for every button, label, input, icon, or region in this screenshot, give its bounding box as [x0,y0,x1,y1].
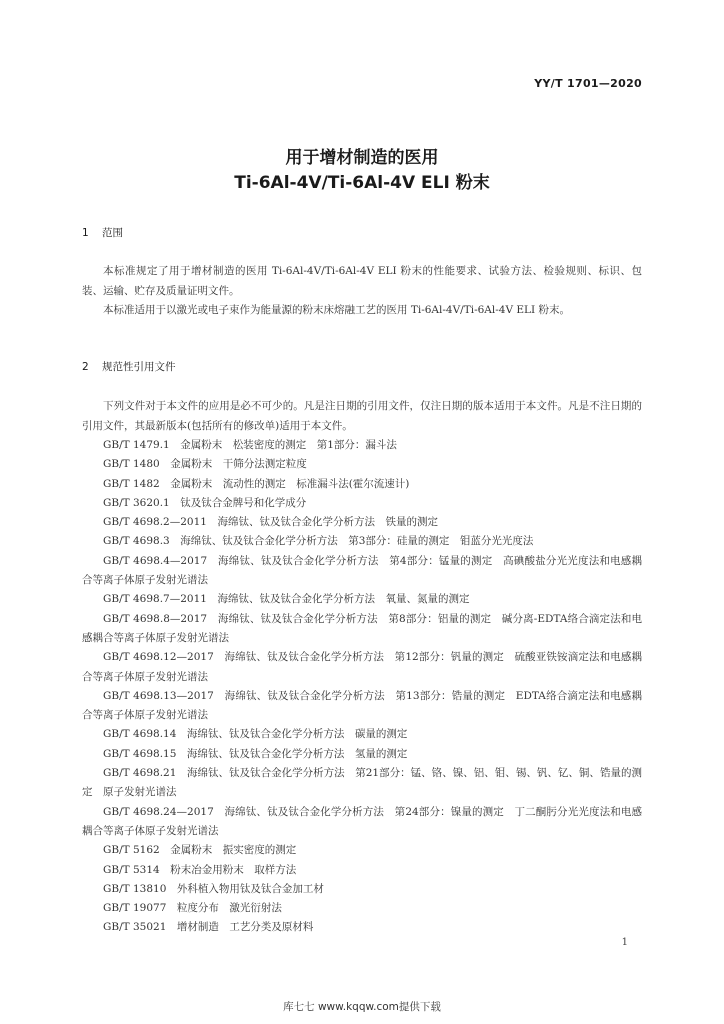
normative-refs-intro: 下列文件对于本文件的应用是必不可少的。凡是注日期的引用文件，仅注日期的版本适用于本文件。凡是不注日期的引用文件，其最新版本(包括所有的修改单)适用于本文件。 [82,400,642,432]
reference-item: GB/T 4698.21 海绵钛、钛及钛合金化学分析方法 第21部分：锰、铬、镍、铝、钼、锡、钒、钇、铜、锆量的测定 原子发射光谱法 [82,767,642,799]
scope-paragraph-1: 本标准规定了用于增材制造的医用 Ti-6Al-4V/Ti-6Al-4V ELI 粉末的性能要求、试验方法、检验规则、标识、包装、运输、贮存及质量证明文件。 [82,265,642,297]
footer-watermark[interactable]: 库七七 www.kqqw.com提供下载 [283,1001,441,1013]
section-number: 1 [82,227,89,239]
section-number: 2 [82,361,89,373]
reference-item: GB/T 4698.24—2017 海绵钛、钛及钛合金化学分析方法 第24部分：镍量的测定 丁二酮肟分光光度法和电感耦合等离子体原子发射光谱法 [82,805,642,837]
reference-item: GB/T 4698.4—2017 海绵钛、钛及钛合金化学分析方法 第4部分：锰量的测定 高碘酸盐分光光度法和电感耦合等离子体原子发射光谱法 [82,554,642,587]
reference-item: GB/T 5162 金属粉末 振实密度的测定 [103,844,297,857]
reference-item: GB/T 4698.8—2017 海绵钛、钛及钛合金化学分析方法 第8部分：铝量的测定 碱分离-EDTA络合滴定法和电感耦合等离子体原子发射光谱法 [82,612,642,644]
reference-item: GB/T 4698.3 海绵钛、钛及钛合金化学分析方法 第3部分：硅量的测定 钼蓝分光光度法 [103,535,534,548]
reference-item: GB/T 13810 外科植入物用钛及钛合金加工材 [103,882,324,895]
reference-item: GB/T 19077 粒度分布 激光衍射法 [103,902,282,915]
section-title: 规范性引用文件 [102,361,176,373]
section-title: 范围 [102,227,123,239]
reference-item: GB/T 5314 粉末冶金用粉末 取样方法 [103,863,297,876]
reference-list [82,436,642,938]
reference-item: GB/T 4698.13—2017 海绵钛、钛及钛合金化学分析方法 第13部分：锆量的测定 EDTA络合滴定法和电感耦合等离子体原子发射光谱法 [82,689,642,722]
section-normative-refs-heading [82,359,176,374]
reference-item: GB/T 4698.12—2017 海绵钛、钛及钛合金化学分析方法 第12部分：钒量的测定 硫酸亚铁铵滴定法和电感耦合等离子体原子发射光谱法 [82,651,642,683]
section-scope-heading [82,225,123,240]
document-title-line2: Ti-6Al-4V/Ti-6Al-4V ELI 粉末 [234,173,490,193]
reference-item: GB/T 4698.14 海绵钛、钛及钛合金化学分析方法 碳量的测定 [103,728,408,741]
reference-item: GB/T 4698.15 海绵钛、钛及钛合金化学分析方法 氢量的测定 [103,747,408,760]
reference-item: GB/T 4698.7—2011 海绵钛、钛及钛合金化学分析方法 氧量、氮量的测定 [103,593,470,606]
standard-number: YY/T 1701—2020 [534,77,642,90]
reference-item: GB/T 1482 金属粉末 流动性的测定 标准漏斗法(霍尔流速计) [103,477,410,490]
reference-item: GB/T 35021 增材制造 工艺分类及原材料 [103,921,314,934]
page-number: 1 [621,937,628,948]
reference-item: GB/T 3620.1 钛及钛合金牌号和化学成分 [103,496,307,509]
document-title-line1: 用于增材制造的医用 [285,148,439,168]
reference-item: GB/T 4698.2—2011 海绵钛、钛及钛合金化学分析方法 铁量的测定 [103,516,438,529]
reference-item: GB/T 1480 金属粉末 干筛分法测定粒度 [103,458,307,471]
scope-paragraph-2: 本标准适用于以激光或电子束作为能量源的粉末床熔融工艺的医用 Ti-6Al-4V/Ti-6Al-4V ELI 粉末。 [103,304,571,316]
reference-item: GB/T 1479.1 金属粉末 松装密度的测定 第1部分：漏斗法 [103,439,397,451]
